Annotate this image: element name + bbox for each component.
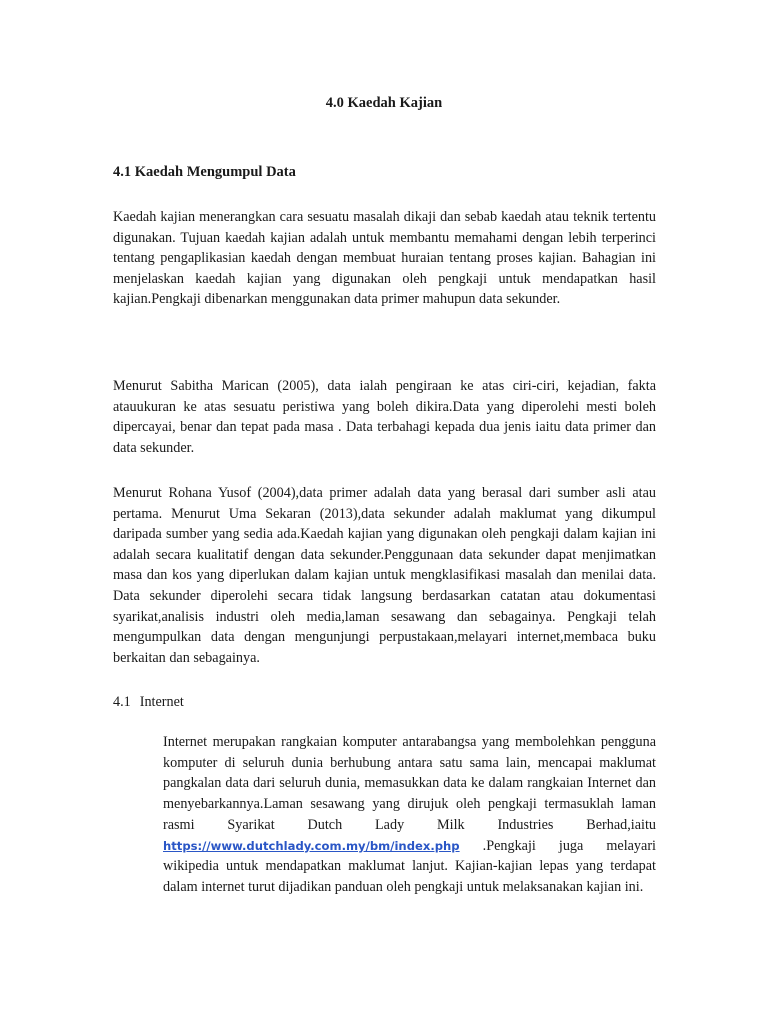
paragraph-intro: Kaedah kajian menerangkan cara sesuatu masalah dikaji dan sebab kaedah atau teknik tertentu digunakan. Tujuan kaedah kajian adalah untuk membantu memahami dengan lebih terperinci tentang pengaplikasian kaedah dengan membuat huraian tentang proses kajian. Bahagian ini menjelaskan kaedah kajian yang digunakan oleh pengkaji untuk mendapatkan hasil kajian.Pengkaji dibenarkan menggunakan data primer mahupun data sekunder. (113, 209, 656, 308)
paragraph-rohana: Menurut Rohana Yusof (2004),data primer adalah data yang berasal dari sumber asli atau pertama. Menurut Uma Sekaran (2013),data sekunder adalah maklumat yang dikumpul daripada sumber yang sedia ada.Kaedah kajian yang digunakan oleh pengkaji dalam kajian ini adalah secara kualitatif dengan data sekunder.Penggunaan data sekunder dapat menjimatkan masa dan kos yang diperlukan dalam kajian untuk mengklasifikasi masalah dan menilai data. Data sekunder diperolehi secara tidak langsung berdasarkan catatan atau dokumentasi syarikat,analisis industri oleh media,laman sesawang dan sebagainya. Pengkaji telah mengumpulkan data dengan mengunjungi perpustakaan,melayari internet,membaca buku berkaitan dan sebagainya. (113, 485, 656, 666)
subsection-label: Internet (139, 694, 184, 710)
paragraph-internet (163, 732, 656, 898)
subsection-number: 4.1 (113, 694, 131, 710)
internet-text-before-link: Internet merupakan rangkaian komputer antarabangsa yang membolehkan pengguna komputer di seluruh dunia berhubung antara satu sama lain, mencapai maklumat pangkalan data dari seluruh dunia, memasukkan data ke dalam rangkaian Internet dan menyebarkannya.Laman sesawang yang dirujuk oleh pengkaji termasuklah laman rasmi Syarikat Dutch Lady Milk Industries Berhad,iaitu (163, 734, 656, 833)
document-title: 4.0 Kaedah Kajian (325, 95, 443, 111)
dutchlady-link[interactable]: https://www.dutchlady.com.my/bm/index.php (163, 838, 460, 853)
internet-text-after-link: .Pengkaji juga melayari wikipedia untuk mendapatkan maklumat lanjut. Kajian-kajian lepas yang terdapat dalam internet turut dijadikan panduan oleh pengkaji untuk melaksanakan kajian ini. (163, 837, 656, 895)
section-heading: 4.1 Kaedah Mengumpul Data (113, 164, 296, 180)
subsection-heading (113, 692, 184, 712)
paragraph-sabitha: Menurut Sabitha Marican (2005), data ialah pengiraan ke atas ciri-ciri, kejadian, fakta atauukuran ke atas sesuatu peristiwa yang boleh dikira.Data yang diperolehi mesti boleh dipercayai, benar dan tepat pada masa . Data terbahagi kepada dua jenis iaitu data primer dan data sekunder. (113, 378, 656, 456)
